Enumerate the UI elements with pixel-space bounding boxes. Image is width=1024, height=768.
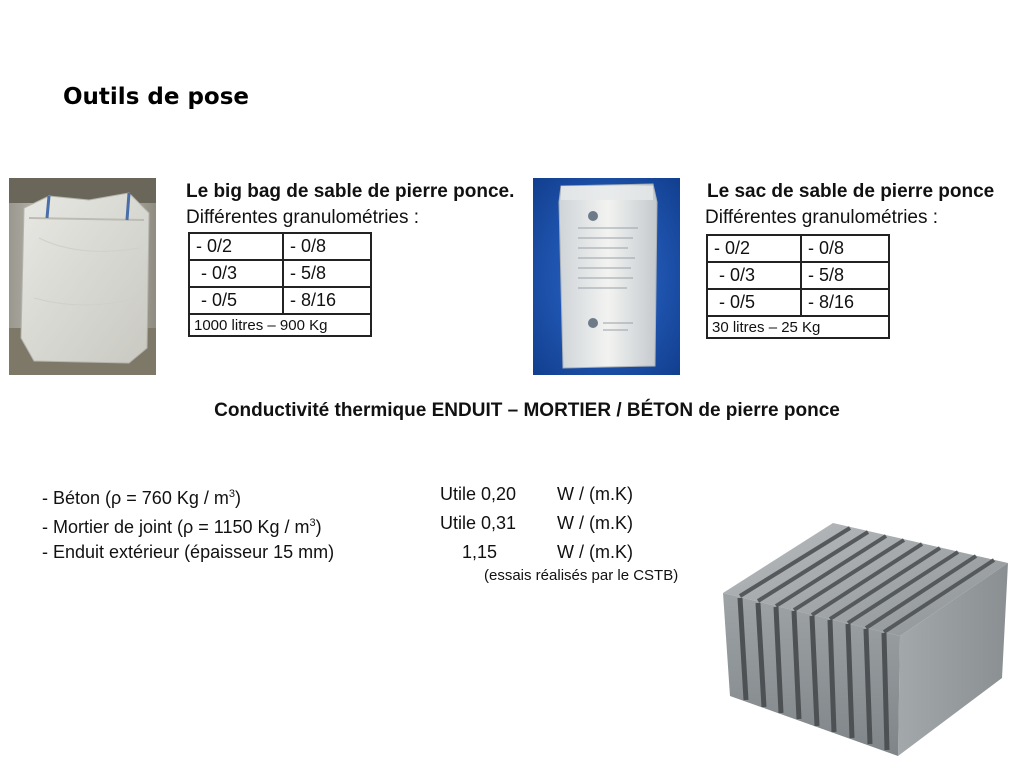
table-row [707,316,889,338]
table-cell: - 0/2 [189,233,283,260]
table-cell: - 0/3 [189,260,283,287]
sac-subheading: Différentes granulométries : [705,207,939,228]
table-row [189,260,371,287]
conductivity-unit: W / (m.K) [557,513,633,533]
table-cell: - 5/8 [283,260,371,287]
table-cell: - 0/8 [283,233,371,260]
sac-photo [533,178,680,375]
table-cell: - 0/8 [801,235,889,262]
material-density: = 1150 Kg / m [193,517,310,537]
table-cell: - 8/16 [801,289,889,316]
material-label: - Béton ( [42,488,112,508]
table-row [707,235,889,262]
conductivity-title: Conductivité thermique ENDUIT – MORTIER / BÉTON de pierre ponce [214,400,840,421]
table-row [707,262,889,289]
value-row [420,509,660,538]
rho-symbol: ρ [183,517,194,537]
big-bag-photo [9,178,156,375]
big-bag-heading: Le big bag de sable de pierre ponce. [186,181,515,202]
material-density: = 760 Kg / m [121,488,229,508]
materials-list [42,480,334,567]
material-item [42,538,334,567]
superscript: 3 [309,517,316,529]
material-suffix: ) [234,488,241,508]
material-label: - Enduit extérieur (épaisseur 15 mm) [42,542,335,562]
sac-heading: Le sac de sable de pierre ponce [707,181,995,202]
material-item [42,509,334,538]
rho-symbol: ρ [111,488,122,508]
table-cell: - 5/8 [801,262,889,289]
table-row [707,289,889,316]
material-suffix: ) [315,517,322,537]
sac-granulometry-table [706,234,890,339]
table-cell: - 0/5 [707,289,801,316]
table-cell: - 0/2 [707,235,801,262]
value-row [420,480,660,509]
table-row [189,287,371,314]
material-item [42,480,334,509]
slide-title: Outils de pose [63,84,250,110]
material-label: - Mortier de joint ( [42,517,184,537]
table-cell: - 0/5 [189,287,283,314]
value-row [420,538,660,567]
conductivity-value: Utile 0,20 [439,484,516,504]
table-cell: - 0/3 [707,262,801,289]
superscript: 3 [228,488,235,500]
table-row [189,233,371,260]
conductivity-unit: W / (m.K) [557,542,633,562]
table-footer: 1000 litres – 900 Kg [189,314,371,336]
conductivity-values [420,480,660,567]
table-cell: - 8/16 [283,287,371,314]
conductivity-value: Utile 0,31 [439,513,516,533]
table-row [189,314,371,336]
table-footer: 30 litres – 25 Kg [707,316,889,338]
pumice-block-photo [718,518,1014,762]
big-bag-granulometry-table [188,232,372,337]
conductivity-value: 1,15 [461,542,497,562]
tests-note: (essais réalisés par le CSTB) [484,567,679,584]
conductivity-unit: W / (m.K) [557,484,633,504]
big-bag-subheading: Différentes granulométries : [186,207,420,228]
